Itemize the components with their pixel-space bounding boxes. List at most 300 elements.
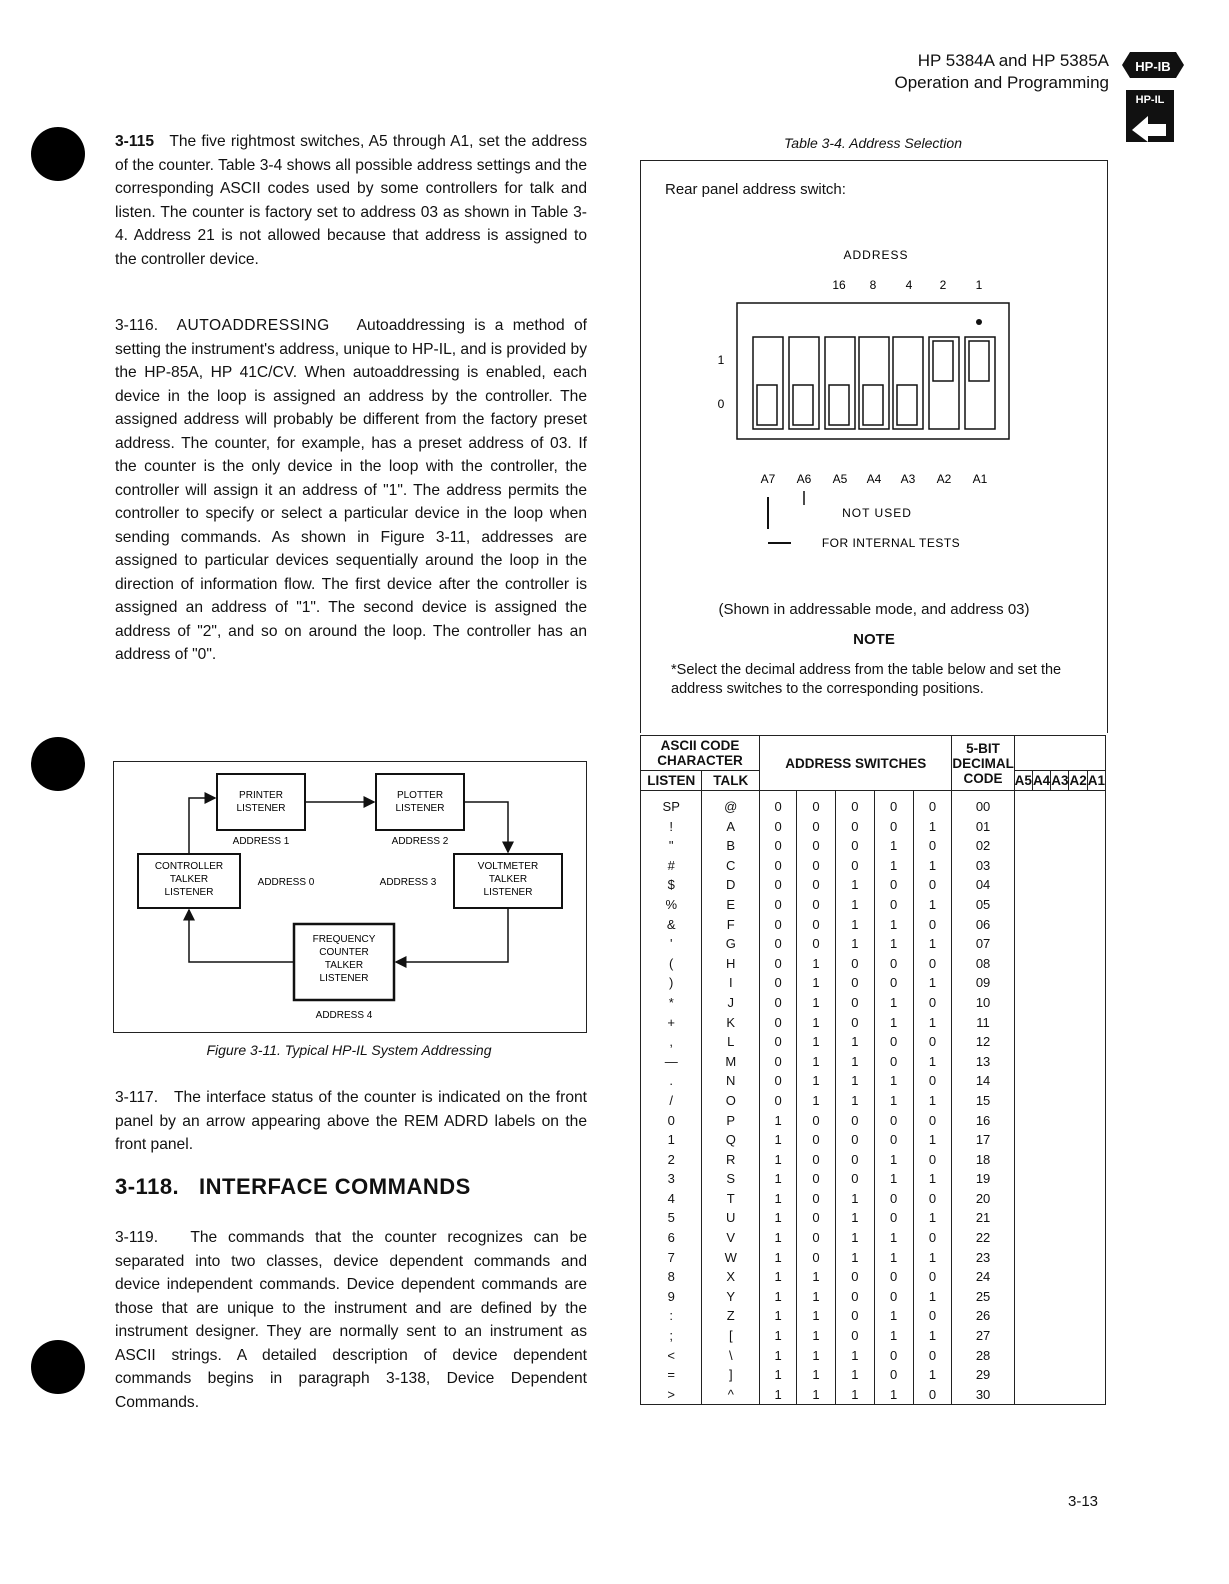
table-cell: Y bbox=[702, 1287, 760, 1307]
table-cell: 0 bbox=[797, 856, 836, 876]
weight-16: 16 bbox=[832, 278, 846, 292]
table-cell: 0 bbox=[913, 1189, 952, 1209]
table-cell: I bbox=[702, 973, 760, 993]
table-cell: SP bbox=[641, 791, 702, 817]
table-cell: 0 bbox=[835, 1130, 874, 1150]
address-label: ADDRESS bbox=[843, 248, 909, 262]
table-cell: $ bbox=[641, 875, 702, 895]
table-cell: 0 bbox=[797, 875, 836, 895]
para-heading: AUTOADDRESSING bbox=[176, 317, 330, 334]
table-cell: 0 bbox=[874, 1365, 913, 1385]
table-cell: ) bbox=[641, 973, 702, 993]
table-cell: 0 bbox=[797, 1169, 836, 1189]
table-row bbox=[641, 1346, 1106, 1366]
page-number: 3-13 bbox=[1068, 1493, 1099, 1510]
table-cell: 0 bbox=[797, 791, 836, 817]
voltmeter-label-3: LISTENER bbox=[483, 887, 533, 898]
table-cell: = bbox=[641, 1365, 702, 1385]
table-cell: \ bbox=[702, 1346, 760, 1366]
shown-caption: (Shown in addressable mode, and address 03) bbox=[718, 601, 1030, 618]
table-cell: B bbox=[702, 836, 760, 856]
table-cell: 0 bbox=[913, 1111, 952, 1131]
printer-label-2: LISTENER bbox=[236, 803, 286, 814]
table-cell: @ bbox=[702, 791, 760, 817]
table-cell: # bbox=[641, 856, 702, 876]
table-cell: 1 bbox=[913, 1052, 952, 1072]
table-row bbox=[641, 1267, 1106, 1287]
table-cell: 1 bbox=[835, 1365, 874, 1385]
table-cell: 1 bbox=[760, 1111, 797, 1131]
controller-label-2: TALKER bbox=[169, 874, 209, 885]
counter-label-2: COUNTER bbox=[319, 947, 369, 958]
table-cell: 1 bbox=[760, 1287, 797, 1307]
table-cell: 05 bbox=[952, 895, 1014, 915]
table-cell: 00 bbox=[952, 791, 1014, 817]
table-cell: 1 bbox=[835, 934, 874, 954]
label-a3: A3 bbox=[900, 472, 916, 486]
table-cell: ' bbox=[641, 934, 702, 954]
table-cell: X bbox=[702, 1267, 760, 1287]
header-title: HP 5384A and HP 5385A bbox=[917, 51, 1109, 70]
table-cell: 1 bbox=[913, 973, 952, 993]
table-cell: 0 bbox=[797, 1130, 836, 1150]
table-cell: 1 bbox=[797, 1091, 836, 1111]
table-cell: 0 bbox=[913, 915, 952, 935]
table-cell: / bbox=[641, 1091, 702, 1111]
table-cell: 0 bbox=[874, 1346, 913, 1366]
table-cell: 16 bbox=[952, 1111, 1014, 1131]
table-cell: 0 bbox=[874, 1189, 913, 1209]
table-cell: 0 bbox=[913, 1150, 952, 1170]
table-cell: 0 bbox=[874, 895, 913, 915]
rear-panel-label: Rear panel address switch: bbox=[665, 181, 846, 198]
table-cell: 0 bbox=[760, 915, 797, 935]
paragraph-3-116 bbox=[115, 314, 587, 667]
arrow-voltmeter-to-counter bbox=[396, 908, 508, 962]
table-cell: Z bbox=[702, 1306, 760, 1326]
controller-address: ADDRESS 0 bbox=[257, 877, 315, 888]
header-a4: A4 bbox=[1032, 771, 1050, 791]
section-heading: 3-118. INTERFACE COMMANDS bbox=[115, 1174, 471, 1199]
counter-label-4: LISTENER bbox=[319, 973, 369, 984]
table-cell: 18 bbox=[952, 1150, 1014, 1170]
controller-label-1: CONTROLLER bbox=[154, 861, 224, 872]
table-cell: 0 bbox=[874, 1267, 913, 1287]
table-cell: D bbox=[702, 875, 760, 895]
table-cell: 1 bbox=[797, 954, 836, 974]
table-cell: 0 bbox=[835, 1306, 874, 1326]
table-cell: 1 bbox=[760, 1189, 797, 1209]
table-cell: 0 bbox=[874, 791, 913, 817]
table-cell: 0 bbox=[913, 1032, 952, 1052]
table-cell: W bbox=[702, 1248, 760, 1268]
table-cell: 15 bbox=[952, 1091, 1014, 1111]
table-cell: 0 bbox=[760, 836, 797, 856]
arrow-plotter-to-voltmeter bbox=[464, 802, 508, 852]
table-cell: 11 bbox=[952, 1013, 1014, 1033]
table-cell: 1 bbox=[874, 836, 913, 856]
header-a5: A5 bbox=[1014, 771, 1032, 791]
table-cell: 1 bbox=[760, 1228, 797, 1248]
table-cell: 08 bbox=[952, 954, 1014, 974]
dip-switch-housing bbox=[737, 303, 1009, 439]
table-cell: 1 bbox=[760, 1326, 797, 1346]
table-cell: 0 bbox=[913, 1346, 952, 1366]
table-cell: 8 bbox=[641, 1267, 702, 1287]
table-cell: 1 bbox=[913, 934, 952, 954]
table-cell: ( bbox=[641, 954, 702, 974]
para-text: The commands that the counter recognizes can be separated into two classes, device dependent commands and device independent commands. Device dependent commands are those that are unique to the instrument and are defined by the instrument designer. They are normally sent to an instrument as ASCII strings. A detailed description of device dependent commands begins in paragraph 3-138, Device Dependent Commands. bbox=[115, 1229, 587, 1411]
table-cell: 0 bbox=[797, 1228, 836, 1248]
table-cell: R bbox=[702, 1150, 760, 1170]
table-cell: " bbox=[641, 836, 702, 856]
label-a2: A2 bbox=[936, 472, 952, 486]
hp-il-logo-icon bbox=[1126, 90, 1174, 142]
table-cell: 4 bbox=[641, 1189, 702, 1209]
table-cell: 1 bbox=[835, 915, 874, 935]
counter-label-3: TALKER bbox=[324, 960, 364, 971]
table-cell: 1 bbox=[760, 1346, 797, 1366]
table-cell: 1 bbox=[913, 1091, 952, 1111]
table-cell: 24 bbox=[952, 1267, 1014, 1287]
table-cell: 1 bbox=[835, 1346, 874, 1366]
counter-address: ADDRESS 4 bbox=[315, 1010, 373, 1021]
table-cell: 09 bbox=[952, 973, 1014, 993]
table-cell: 2 bbox=[641, 1150, 702, 1170]
table-cell: 06 bbox=[952, 915, 1014, 935]
hp-il-logo-text: HP-IL bbox=[1135, 94, 1165, 106]
table-cell: 0 bbox=[797, 1189, 836, 1209]
table-row bbox=[641, 875, 1106, 895]
table-row bbox=[641, 1071, 1106, 1091]
table-cell: 22 bbox=[952, 1228, 1014, 1248]
table-row bbox=[641, 1052, 1106, 1072]
table-cell: V bbox=[702, 1228, 760, 1248]
table-cell: 1 bbox=[760, 1306, 797, 1326]
table-cell: 0 bbox=[835, 856, 874, 876]
table-cell: ] bbox=[702, 1365, 760, 1385]
voltmeter-address: ADDRESS 3 bbox=[379, 877, 437, 888]
table-row bbox=[641, 836, 1106, 856]
table-cell: . bbox=[641, 1071, 702, 1091]
table-cell: L bbox=[702, 1032, 760, 1052]
table-cell: 0 bbox=[760, 954, 797, 974]
table-cell: 0 bbox=[835, 817, 874, 837]
table-cell: 1 bbox=[760, 1169, 797, 1189]
table-cell: 7 bbox=[641, 1248, 702, 1268]
printer-label-1: PRINTER bbox=[239, 790, 283, 801]
voltmeter-label-1: VOLTMETER bbox=[477, 861, 539, 872]
table-cell: 13 bbox=[952, 1052, 1014, 1072]
table-cell: J bbox=[702, 993, 760, 1013]
table-cell: 1 bbox=[760, 1365, 797, 1385]
table-cell: 1 bbox=[760, 1385, 797, 1405]
table-cell: 04 bbox=[952, 875, 1014, 895]
table-cell: 0 bbox=[874, 817, 913, 837]
table-caption: Table 3-4. Address Selection bbox=[784, 135, 962, 151]
table-cell: 0 bbox=[760, 1071, 797, 1091]
header-a2: A2 bbox=[1069, 771, 1087, 791]
plotter-label-2: LISTENER bbox=[395, 803, 445, 814]
table-cell: 0 bbox=[797, 1208, 836, 1228]
header-ascii: ASCII CODE CHARACTER bbox=[641, 736, 760, 771]
table-row bbox=[641, 1130, 1106, 1150]
table-cell: 0 bbox=[760, 791, 797, 817]
table-row bbox=[641, 915, 1106, 935]
table-cell: 1 bbox=[797, 1385, 836, 1405]
not-used-label: NOT USED bbox=[842, 506, 912, 520]
internal-tests-label: FOR INTERNAL TESTS bbox=[821, 536, 961, 550]
table-cell: G bbox=[702, 934, 760, 954]
table-cell: 1 bbox=[835, 875, 874, 895]
table-cell: O bbox=[702, 1091, 760, 1111]
table-cell: 0 bbox=[835, 1111, 874, 1131]
table-cell: 30 bbox=[952, 1385, 1014, 1405]
table-cell: 1 bbox=[913, 1130, 952, 1150]
table-cell: 1 bbox=[835, 895, 874, 915]
table-cell: < bbox=[641, 1346, 702, 1366]
table-cell: 12 bbox=[952, 1032, 1014, 1052]
table-cell: F bbox=[702, 915, 760, 935]
para-number: 3-116. bbox=[115, 317, 159, 334]
table-cell: ! bbox=[641, 817, 702, 837]
table-cell: S bbox=[702, 1169, 760, 1189]
table-cell: 1 bbox=[874, 915, 913, 935]
punch-hole-top bbox=[31, 127, 85, 181]
table-cell: 29 bbox=[952, 1365, 1014, 1385]
table-cell: 1 bbox=[874, 1228, 913, 1248]
table-cell: 1 bbox=[797, 1365, 836, 1385]
table-row bbox=[641, 1208, 1106, 1228]
controller-label-3: LISTENER bbox=[164, 887, 214, 898]
table-cell: 1 bbox=[874, 1326, 913, 1346]
weight-8: 8 bbox=[869, 278, 877, 292]
indicator-dot bbox=[976, 319, 982, 325]
table-row bbox=[641, 1326, 1106, 1346]
table-cell: 1 bbox=[913, 1013, 952, 1033]
table-cell: 0 bbox=[835, 1150, 874, 1170]
table-cell: 0 bbox=[797, 1111, 836, 1131]
table-cell: U bbox=[702, 1208, 760, 1228]
table-row bbox=[641, 1306, 1106, 1326]
table-cell: 0 bbox=[835, 1169, 874, 1189]
table-cell: 20 bbox=[952, 1189, 1014, 1209]
table-cell: 0 bbox=[641, 1111, 702, 1131]
table-cell: 1 bbox=[874, 1091, 913, 1111]
table-cell: 1 bbox=[913, 1287, 952, 1307]
table-cell: 23 bbox=[952, 1248, 1014, 1268]
table-cell: 1 bbox=[835, 1385, 874, 1405]
table-cell: 0 bbox=[760, 1052, 797, 1072]
table-cell: 0 bbox=[835, 1013, 874, 1033]
table-cell: * bbox=[641, 993, 702, 1013]
table-cell: 03 bbox=[952, 856, 1014, 876]
table-cell: 0 bbox=[835, 791, 874, 817]
table-cell: 1 bbox=[835, 1091, 874, 1111]
table-cell: 07 bbox=[952, 934, 1014, 954]
paragraph-3-117 bbox=[115, 1086, 587, 1157]
table-cell: 1 bbox=[797, 1052, 836, 1072]
table-row bbox=[641, 1169, 1106, 1189]
table-cell: 27 bbox=[952, 1326, 1014, 1346]
hp-ib-logo-text: HP-IB bbox=[1135, 59, 1171, 74]
table-cell: 1 bbox=[797, 1013, 836, 1033]
table-row bbox=[641, 1013, 1106, 1033]
printer-box bbox=[217, 774, 305, 830]
address-switch-diagram bbox=[641, 161, 1107, 591]
table-cell: C bbox=[702, 856, 760, 876]
voltmeter-label-2: TALKER bbox=[488, 874, 528, 885]
table-row bbox=[641, 954, 1106, 974]
table-cell: Q bbox=[702, 1130, 760, 1150]
table-cell: 1 bbox=[760, 1208, 797, 1228]
table-cell: 1 bbox=[835, 1071, 874, 1091]
table-row bbox=[641, 817, 1106, 837]
paragraph-3-115 bbox=[115, 130, 587, 271]
label-a1: A1 bbox=[972, 472, 988, 486]
figure-hp-il-system bbox=[113, 761, 587, 1033]
table-cell: 0 bbox=[835, 836, 874, 856]
table-cell: 02 bbox=[952, 836, 1014, 856]
table-cell: 0 bbox=[913, 954, 952, 974]
table-cell: 1 bbox=[913, 856, 952, 876]
table-cell: 21 bbox=[952, 1208, 1014, 1228]
table-cell: 0 bbox=[913, 1385, 952, 1405]
table-row bbox=[641, 1091, 1106, 1111]
table-cell: 0 bbox=[797, 1248, 836, 1268]
table-cell: 1 bbox=[797, 1287, 836, 1307]
table-cell: 0 bbox=[874, 1287, 913, 1307]
table-cell: 1 bbox=[797, 1032, 836, 1052]
table-cell: 5 bbox=[641, 1208, 702, 1228]
table-row bbox=[641, 856, 1106, 876]
table-cell: 0 bbox=[797, 934, 836, 954]
address-switch-box bbox=[640, 160, 1108, 733]
table-cell: 0 bbox=[913, 993, 952, 1013]
table-cell: 1 bbox=[913, 1169, 952, 1189]
table-cell: 0 bbox=[835, 954, 874, 974]
table-cell: ^ bbox=[702, 1385, 760, 1405]
header-a1: A1 bbox=[1087, 771, 1105, 791]
table-row bbox=[641, 934, 1106, 954]
table-cell: 1 bbox=[874, 1169, 913, 1189]
label-a6: A6 bbox=[796, 472, 812, 486]
header-talk: TALK bbox=[702, 771, 760, 791]
table-cell: 0 bbox=[760, 973, 797, 993]
para-number: 3-119. bbox=[115, 1229, 159, 1246]
table-cell: 0 bbox=[797, 836, 836, 856]
table-cell: 1 bbox=[874, 1071, 913, 1091]
table-cell: 0 bbox=[797, 817, 836, 837]
table-cell: 0 bbox=[874, 1130, 913, 1150]
hp-ib-logo-icon bbox=[1122, 50, 1184, 80]
header-address-switches: ADDRESS SWITCHES bbox=[760, 736, 952, 791]
table-cell: 1 bbox=[760, 1267, 797, 1287]
plotter-address: ADDRESS 2 bbox=[391, 836, 449, 847]
table-cell: 26 bbox=[952, 1306, 1014, 1326]
table-cell: , bbox=[641, 1032, 702, 1052]
para-text: The five rightmost switches, A5 through A1, set the address of the counter. Table 3-4 shows all possible address settings and the corresponding ASCII codes used by some controllers for talk and listen. The counter is factory set to address 03 as shown in Table 3-4. Address 21 is not allowed because that address is assigned to the controller device. bbox=[115, 133, 588, 268]
table-cell: 1 bbox=[874, 856, 913, 876]
table-row bbox=[641, 1111, 1106, 1131]
table-cell: 1 bbox=[797, 1326, 836, 1346]
table-cell: 0 bbox=[913, 1306, 952, 1326]
table-cell: 1 bbox=[760, 1248, 797, 1268]
table-cell: 0 bbox=[760, 934, 797, 954]
table-cell: 3 bbox=[641, 1169, 702, 1189]
note-text: *Select the decimal address from the table below and set the address switches to the corresponding positions. bbox=[671, 662, 1062, 697]
table-cell: 0 bbox=[760, 1032, 797, 1052]
table-cell: 0 bbox=[913, 791, 952, 817]
table-cell: A bbox=[702, 817, 760, 837]
table-cell: 0 bbox=[874, 1032, 913, 1052]
address-table bbox=[640, 735, 1106, 1405]
table-cell: % bbox=[641, 895, 702, 915]
table-cell: 1 bbox=[874, 934, 913, 954]
table-cell: 0 bbox=[760, 895, 797, 915]
plotter-label-1: PLOTTER bbox=[396, 790, 444, 801]
paragraph-3-119 bbox=[115, 1226, 587, 1414]
table-cell: 0 bbox=[760, 993, 797, 1013]
table-cell: 0 bbox=[874, 1052, 913, 1072]
para-number: 3-115 bbox=[115, 133, 155, 150]
table-cell: 0 bbox=[760, 856, 797, 876]
table-cell: > bbox=[641, 1385, 702, 1405]
label-a4: A4 bbox=[866, 472, 882, 486]
para-number: 3-117. bbox=[115, 1089, 159, 1106]
table-cell: 9 bbox=[641, 1287, 702, 1307]
table-cell: 0 bbox=[797, 895, 836, 915]
address-table-body bbox=[641, 791, 1106, 1405]
figure-caption: Figure 3-11. Typical HP-IL System Addressing bbox=[206, 1042, 492, 1058]
table-cell: 0 bbox=[913, 1071, 952, 1091]
arrow-controller-to-printer bbox=[189, 798, 215, 854]
para-text: Autoaddressing is a method of setting the instrument's address, unique to HP-IL, and is provided by the HP-85A, HP 41C/CV. When autoaddressing is enabled, each device in the loop is assigned an address by the controller. The assigned address will probably be different from the factory preset address. The counter, for example, has a preset address of 03. If the counter is the only device in the loop with the controller, the controller will assign it an address of "1". The address permits the controller to specify or select a particular device in the loop when sending commands. As shown in Figure 3-11, addresses are assigned to particular devices sequentially around the loop in the direction of information flow. The first device after the controller is assigned an address of "1". The second device is assigned the address of "2", and so on around the loop. The controller has an address of "0". bbox=[115, 317, 587, 663]
table-cell: 0 bbox=[797, 915, 836, 935]
table-cell: N bbox=[702, 1071, 760, 1091]
table-cell: 1 bbox=[913, 1208, 952, 1228]
note-title: NOTE bbox=[853, 631, 895, 648]
table-row bbox=[641, 1189, 1106, 1209]
table-cell: K bbox=[702, 1013, 760, 1033]
table-cell: : bbox=[641, 1306, 702, 1326]
table-cell: 0 bbox=[835, 1326, 874, 1346]
table-cell: ; bbox=[641, 1326, 702, 1346]
table-cell: 1 bbox=[797, 993, 836, 1013]
table-cell: 1 bbox=[835, 1248, 874, 1268]
table-row bbox=[641, 1150, 1106, 1170]
table-cell: 0 bbox=[874, 954, 913, 974]
table-cell: E bbox=[702, 895, 760, 915]
table-cell: 0 bbox=[835, 973, 874, 993]
table-row bbox=[641, 791, 1106, 817]
table-cell: 1 bbox=[835, 1189, 874, 1209]
table-cell: 01 bbox=[952, 817, 1014, 837]
weight-1: 1 bbox=[975, 278, 983, 292]
plotter-box bbox=[376, 774, 464, 830]
para-text: The interface status of the counter is indicated on the front panel by an arrow appearing above the REM ADRD labels on the front panel. bbox=[115, 1089, 587, 1153]
table-cell: 0 bbox=[835, 1287, 874, 1307]
table-cell: — bbox=[641, 1052, 702, 1072]
table-row bbox=[641, 1287, 1106, 1307]
label-a5: A5 bbox=[832, 472, 848, 486]
table-cell: 1 bbox=[874, 993, 913, 1013]
table-cell: 1 bbox=[874, 1306, 913, 1326]
table-cell: + bbox=[641, 1013, 702, 1033]
punch-hole-bottom bbox=[31, 1340, 85, 1394]
table-cell: 1 bbox=[797, 1306, 836, 1326]
table-cell: 0 bbox=[913, 1267, 952, 1287]
